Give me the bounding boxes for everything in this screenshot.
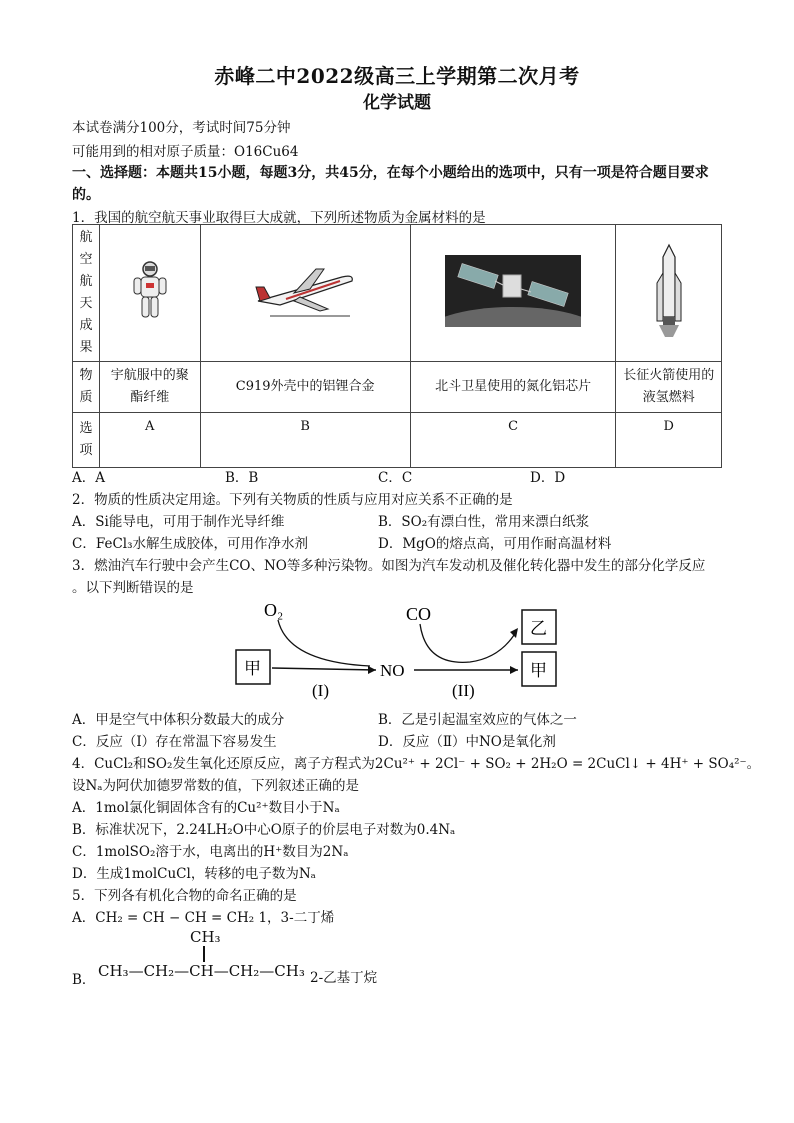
q1-answer-a: A．A	[72, 470, 105, 486]
section-heading: 一、选择题：本题共15小题，每题3分，共45分，在每个小题给出的选项中，只有一项是符合题目要求的。	[72, 165, 709, 203]
arrow-co-curve	[420, 624, 516, 662]
c919-airplane-image-cell	[200, 225, 410, 362]
intro-line-atomic-mass: 可能用到的相对原子质量：O16Cu64	[72, 144, 299, 160]
option-letter-d: D	[616, 413, 722, 468]
substance-c: 北斗卫星使用的氮化铝芯片	[410, 362, 616, 413]
q1-answer-b: B．B	[225, 470, 259, 486]
q3-option-d: D．反应（Ⅱ）中NO是氧化剂	[378, 734, 556, 750]
q4-option-c: C．1molSO₂溶于水，电离出的H⁺数目为2Nₐ	[72, 844, 349, 860]
q2-stem: 2．物质的性质决定用途。下列有关物质的性质与应用对应关系不正确的是	[72, 492, 513, 508]
q5-option-b-chain: CH₃—CH₂—CH—CH₂—CH₃	[98, 962, 305, 980]
q3-option-c: C．反应（Ⅰ）存在常温下容易发生	[72, 734, 277, 750]
row-header-substance: 物 质	[73, 362, 100, 413]
q3-stem-line2: 。以下判断错误的是	[72, 580, 194, 596]
diagram-o2-label: O₂	[264, 600, 284, 620]
q3-option-b: B．乙是引起温室效应的气体之一	[378, 712, 577, 728]
q3-reaction-diagram	[230, 596, 570, 706]
q4-stem-line2: 设Nₐ为阿伏加德罗常数的值，下列叙述正确的是	[72, 778, 360, 794]
exam-subtitle: 化学试题	[363, 93, 431, 113]
intro-line-score: 本试卷满分100分，考试时间75分钟	[72, 120, 291, 136]
airplane-icon	[250, 261, 360, 321]
rocket-icon	[649, 243, 689, 339]
substance-d: 长征火箭使用的液氢燃料	[616, 362, 722, 413]
diagram-step2-label: (II)	[452, 681, 475, 700]
option-letter-a: A	[99, 413, 200, 468]
q1-stem: 1．我国的航空航天事业取得巨大成就，下列所述物质为金属材料的是	[72, 210, 486, 226]
row-header-option: 选 项	[73, 413, 100, 468]
diagram-yi-label: 乙	[530, 619, 547, 639]
q1-answer-d: D．D	[530, 470, 566, 486]
option-letter-b: B	[200, 413, 410, 468]
q3-option-a: A．甲是空气中体积分数最大的成分	[72, 712, 285, 728]
option-letter-c: C	[410, 413, 616, 468]
q2-option-b: B．SO₂有漂白性，常用来漂白纸浆	[378, 514, 590, 530]
row-header-achievement: 航 空 航 天 成 果	[73, 225, 100, 362]
q1-table	[72, 224, 722, 468]
diagram-co-label: CO	[406, 604, 432, 624]
diagram-no-label: NO	[380, 661, 405, 680]
q4-stem-line1: 4．CuCl₂和SO₂发生氧化还原反应，离子方程式为2Cu²⁺ + 2Cl⁻ + SO₂ + 2H₂O = 2CuCl↓ + 4H⁺ + SO₄²⁻。	[72, 756, 761, 772]
q5-option-b-label: B．	[72, 972, 96, 988]
q5-stem: 5．下列各有机化合物的命名正确的是	[72, 888, 297, 904]
q1-answer-c: C．C	[378, 470, 413, 486]
q5-option-b-bond	[203, 946, 205, 962]
q2-option-d: D．MgO的熔点高，可用作耐高温材料	[378, 536, 612, 552]
substance-b: C919外壳中的铝锂合金	[200, 362, 410, 413]
substance-a: 宇航服中的聚酯纤维	[99, 362, 200, 413]
arrow-jia-to-no	[272, 668, 376, 670]
q2-option-a: A．Si能导电，可用于制作光导纤维	[72, 514, 285, 530]
exam-title: 赤峰二中2022级高三上学期第二次月考	[214, 64, 580, 88]
q3-stem-line1: 3．燃油汽车行驶中会产生CO、NO等多种污染物。如图为汽车发动机及催化转化器中发生的部分化学反应	[72, 558, 706, 574]
astronaut-image-cell	[99, 225, 200, 362]
arrow-o2-curve	[278, 620, 370, 666]
q5-option-b-name: 2-乙基丁烷	[310, 970, 378, 986]
diagram-step1-label: (I)	[312, 681, 329, 700]
q2-option-c: C．FeCl₃水解生成胶体，可用作净水剂	[72, 536, 309, 552]
q4-option-b: B．标准状况下，2.24LH₂O中心O原子的价层电子对数为0.4Nₐ	[72, 822, 456, 838]
satellite-icon	[445, 255, 581, 327]
beidou-satellite-image-cell	[410, 225, 616, 362]
q4-option-d: D．生成1molCuCl，转移的电子数为Nₐ	[72, 866, 316, 882]
diagram-jia2-label: 甲	[530, 661, 547, 681]
astronaut-icon	[130, 259, 170, 323]
q5-option-b-branch: CH₃	[190, 928, 221, 946]
q4-option-a: A．1mol氯化铜固体含有的Cu²⁺数目小于Nₐ	[72, 800, 340, 816]
diagram-jia-label: 甲	[244, 659, 261, 679]
q5-option-a: A．CH₂ = CH − CH = CH₂ 1，3-二丁烯	[72, 910, 335, 926]
long-march-rocket-image-cell	[616, 225, 722, 362]
